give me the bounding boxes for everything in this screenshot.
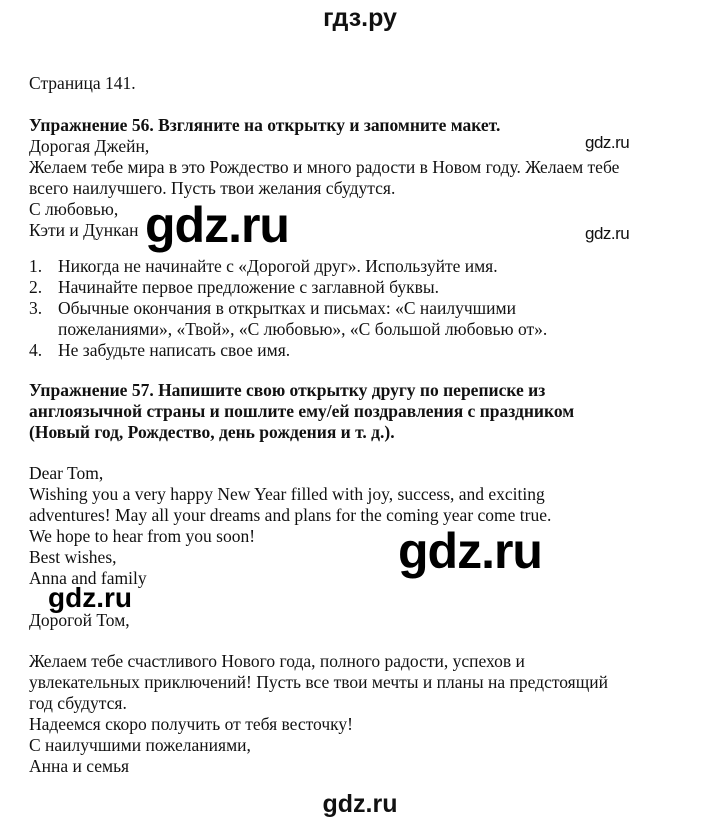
rule-number: 3. [29, 298, 43, 318]
exercise-56-title: Упражнение 56. Взгляните на открытку и запомните макет. [29, 115, 501, 135]
russian-card-closing: С наилучшими пожеланиями, [29, 735, 251, 755]
russian-card-line-2: увлекательных приключений! Пусть все твои мечты и планы на предстоящий [29, 672, 608, 692]
rule-item [29, 256, 589, 277]
watermark-small: gdz.ru [585, 133, 630, 152]
card-body-line-2: всего наилучшего. Пусть твои желания сбудутся. [29, 178, 396, 198]
rule-item [29, 298, 589, 340]
russian-card-line-1: Желаем тебе счастливого Нового года, полного радости, успехов и [29, 651, 525, 671]
watermark-small: gdz.ru [585, 224, 630, 243]
rule-number: 2. [29, 277, 43, 297]
russian-card-signature: Анна и семья [29, 756, 130, 776]
exercise-57-title-line-3: (Новый год, Рождество, день рождения и т. д.). [29, 422, 395, 442]
page-label: Страница 141. [29, 73, 136, 93]
rule-item [29, 277, 589, 298]
rule-text: Обычные окончания в открытках и письмах: «С наилучшими пожеланиями», «Твой», «С любовью», «С большой любовью от». [58, 298, 548, 339]
exercise-57-title-line-2: англоязычной страны и пошлите ему/ей поздравления с праздником [29, 401, 575, 421]
english-card-greeting: Dear Tom, [29, 463, 104, 483]
russian-card-greeting: Дорогой Том, [29, 610, 130, 630]
card-greeting: Дорогая Джейн, [29, 136, 150, 156]
english-card-line-3: We hope to hear from you soon! [29, 526, 256, 546]
rule-text: Никогда не начинайте с «Дорогой друг». Используйте имя. [58, 256, 498, 276]
english-card-line-2: adventures! May all your dreams and plans for the coming year come true. [29, 505, 552, 525]
english-card-signature: Anna and family [29, 568, 147, 588]
rule-number: 1. [29, 256, 43, 276]
rules-list [29, 256, 589, 361]
rule-number: 4. [29, 340, 43, 360]
watermark-medium: gdz.ru [48, 582, 132, 613]
card-closing: С любовью, [29, 199, 119, 219]
site-logo-footer: gdz.ru [322, 790, 398, 818]
rule-text: Не забудьте написать свое имя. [58, 340, 291, 360]
exercise-57-title-line-1: Упражнение 57. Напишите свою открытку другу по переписке из [29, 380, 546, 400]
card-body-line-1: Желаем тебе мира в это Рождество и много радости в Новом году. Желаем тебе [29, 157, 620, 177]
russian-card-line-4: Надеемся скоро получить от тебя весточку! [29, 714, 353, 734]
russian-card-line-3: год сбудутся. [29, 693, 127, 713]
english-card-line-1: Wishing you a very happy New Year filled with joy, success, and exciting [29, 484, 545, 504]
english-card-closing: Best wishes, [29, 547, 117, 567]
rule-item [29, 340, 589, 361]
card-signature: Кэти и Дункан [29, 220, 139, 240]
site-logo-header: гдз.ру [323, 4, 397, 32]
watermark-large: gdz.ru [398, 523, 542, 579]
watermark-large: gdz.ru [145, 197, 289, 253]
rule-text: Начинайте первое предложение с заглавной буквы. [58, 277, 440, 297]
